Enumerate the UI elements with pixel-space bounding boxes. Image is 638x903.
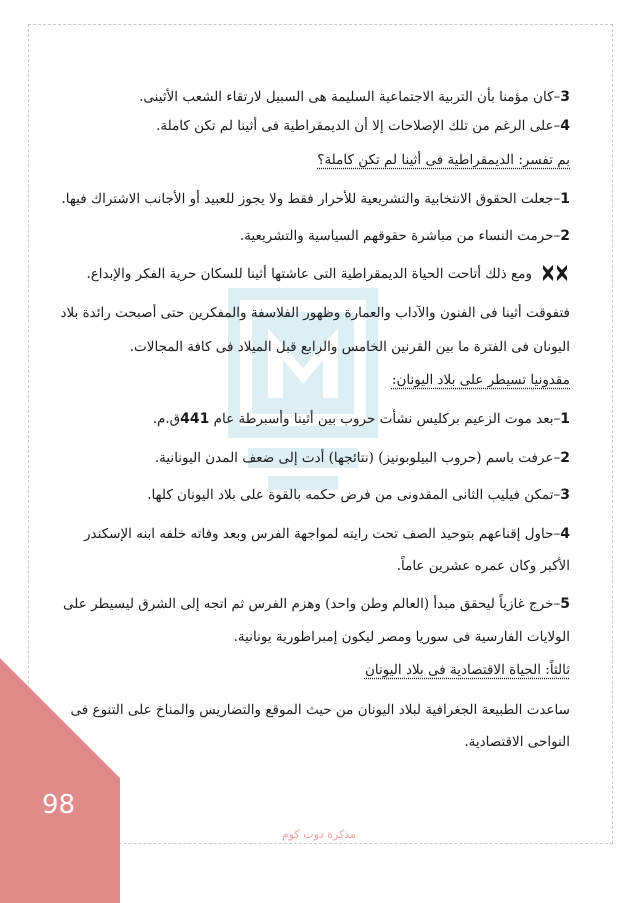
footer-brand: مذكرة دوت كوم [281,828,357,841]
list-item: 3–تمكن فيليب الثانى المقدونى من فرض حكمه بالقوة على بلاد اليونان كلها. [147,487,570,503]
list-item: 5–خرج غازياً ليحقق مبدأ (العالم وطن واحد) وهزم الفرس ثم اتجه إلى الشرق ليسيطر على [63,596,570,612]
list-item: 4–حاول إقناعهم بتوحيد الصف تحت رايته لمواجهة الفرس وبعد وفاته خلفه ابنه الإسكندر [84,526,570,542]
list-item: 2–عرفت باسم (حروب البيلوبونيز) (نتائجها) أدت إلى ضعف المدن اليونانية. [154,450,570,466]
page-number: 98 [42,790,76,820]
corner-decoration [0,658,120,903]
paragraph-line: النواحى الاقتصادية. [464,734,570,750]
paragraph-line: اليونان فى الفترة ما بين القرنين الخامس والرابع قبل الميلاد فى كافة المجالات. [129,339,570,355]
section-heading: مقدونيا تسيطر على بلاد اليونان: [391,372,570,388]
list-item-continuation: الأكبر وكان عمره عشرين عاماً. [396,558,570,574]
question-heading: بم تفسر: الديمقراطية فى أثينا لم تكن كاملة؟ [317,152,570,168]
paragraph-line: ساعدت الطبيعة الجغرافية لبلاد اليونان من حيث الموقع والتضاريس والمناخ على التنوع فى [70,702,570,718]
list-item: 2–حرمت النساء من مباشرة حقوقهم السياسية والتشريعية. [239,228,570,244]
paragraph-line: فتفوقت أثينا فى الفنون والآداب والعمارة وظهور الفلاسفة والمفكرين حتى أصبحت رائدة بلاد [60,305,570,321]
note-line: ومع ذلك أتاحت الحياة الديمقراطية التى عاشتها أثينا للسكان حرية الفكر والإبداع. [58,263,570,285]
list-item: 4–على الرغم من تلك الإصلاحات إلا أن الديمقراطية فى أثينا لم تكن كاملة. [156,118,570,134]
ornament-icon [540,265,570,281]
section-heading: ثالثاً: الحياة الاقتصادية فى بلاد اليونان [364,662,570,678]
list-item: 3–كان مؤمنا بأن التربية الاجتماعية السليمة هى السبيل لارتقاء الشعب الأثينى. [139,89,570,105]
list-item-continuation: الولايات الفارسية فى سوريا ومصر ليكون إمبراطورية يونانية. [233,629,570,645]
list-item: 1–جعلت الحقوق الانتخابية والتشريعية للأحرار فقط ولا يجوز للعبيد أو الأجانب الاشتراك فيها. [61,191,570,207]
list-item: 1–بعد موت الزعيم بركليس نشأت حروب بين أثينا وأسبرطة عام 441ق.م. [152,411,570,427]
